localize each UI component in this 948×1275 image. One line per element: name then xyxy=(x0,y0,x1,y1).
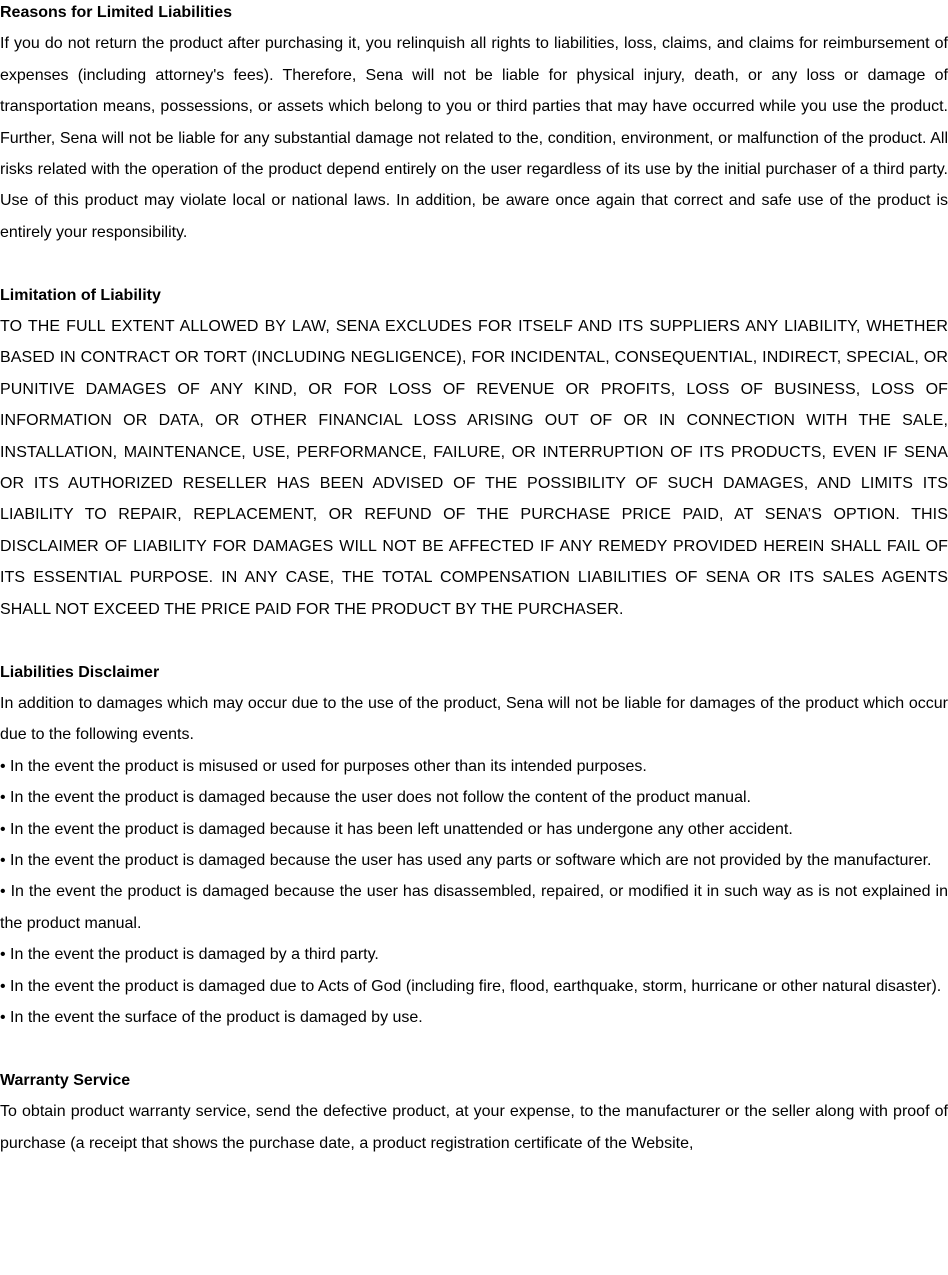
section-paragraph: If you do not return the product after purchasing it, you relinquish all rights to liabilities, loss, claims, and claims for reimbursement of expenses (including attorney's fees). Therefore, Sena will not be liable for physical injury, death, or any loss or damage of transportation means, possessions, or assets which belong to you or third parties that may have occurred while you use the product. Further, Sena will not be liable for any substantial damage not related to the, condition, environment, or malfunction of the product. All risks related with the operation of the product depend entirely on the user regardless of its use by the initial purchaser of a third party. Use of this product may violate local or national laws. In addition, be aware once again that correct and safe use of the product is entirely your responsibility. xyxy=(0,35,948,241)
list-item: • In the event the surface of the product is damaged by use. xyxy=(0,1002,948,1033)
section-reasons-for-limited-liabilities xyxy=(0,0,948,248)
section-paragraph: TO THE FULL EXTENT ALLOWED BY LAW, SENA EXCLUDES FOR ITSELF AND ITS SUPPLIERS ANY LIABILITY, WHETHER BASED IN CONTRACT OR TORT (INCLUDING NEGLIGENCE), FOR INCIDENTAL, CONSEQUENTIAL, INDIRECT, SPECIAL, OR PUNITIVE DAMAGES OF ANY KIND, OR FOR LOSS OF REVENUE OR PROFITS, LOSS OF BUSINESS, LOSS OF INFORMATION OR DATA, OR OTHER FINANCIAL LOSS ARISING OUT OF OR IN CONNECTION WITH THE SALE, INSTALLATION, MAINTENANCE, USE, PERFORMANCE, FAILURE, OR INTERRUPTION OF ITS PRODUCTS, EVEN IF SENA OR ITS AUTHORIZED RESELLER HAS BEEN ADVISED OF THE POSSIBILITY OF SUCH DAMAGES, AND LIMITS ITS LIABILITY TO REPAIR, REPLACEMENT, OR REFUND OF THE PURCHASE PRICE PAID, AT SENA’S OPTION. THIS DISCLAIMER OF LIABILITY FOR DAMAGES WILL NOT BE AFFECTED IF ANY REMEDY PROVIDED HEREIN SHALL FAIL OF ITS ESSENTIAL PURPOSE. IN ANY CASE, THE TOTAL COMPENSATION LIABILITIES OF SENA OR ITS SALES AGENTS SHALL NOT EXCEED THE PRICE PAID FOR THE PRODUCT BY THE PURCHASER. xyxy=(0,318,948,618)
section-paragraph: To obtain product warranty service, send the defective product, at your expense, to the manufacturer or the seller along with proof of purchase (a receipt that shows the purchase date, a product registration certificate of the Website, xyxy=(0,1103,948,1152)
list-item: • In the event the product is damaged because it has been left unattended or has undergone any other accident. xyxy=(0,814,948,845)
section-liabilities-disclaimer xyxy=(0,657,948,1034)
paragraph-spacer xyxy=(0,625,948,656)
list-item: • In the event the product is damaged because the user does not follow the content of the product manual. xyxy=(0,782,948,813)
section-paragraph: In addition to damages which may occur due to the use of the product, Sena will not be liable for damages of the product which occur due to the following events. xyxy=(0,694,948,744)
list-item: • In the event the product is damaged because the user has used any parts or software which are not provided by the manufacturer. xyxy=(0,845,948,876)
section-heading: Warranty Service xyxy=(0,1071,131,1089)
section-heading: Reasons for Limited Liabilities xyxy=(0,4,233,21)
paragraph-spacer xyxy=(0,1033,948,1064)
disclaimer-list xyxy=(0,751,948,1034)
list-item: • In the event the product is misused or used for purposes other than its intended purposes. xyxy=(0,751,948,782)
section-warranty-service xyxy=(0,1065,948,1159)
section-heading: Limitation of Liability xyxy=(0,286,161,304)
paragraph-spacer xyxy=(0,248,948,279)
list-item: • In the event the product is damaged because the user has disassembled, repaired, or modified it in such way as is not explained in the product manual. xyxy=(0,876,948,939)
section-limitation-of-liability xyxy=(0,280,948,625)
list-item: • In the event the product is damaged due to Acts of God (including fire, flood, earthquake, storm, hurricane or other natural disaster). xyxy=(0,971,948,1002)
list-item: • In the event the product is damaged by a third party. xyxy=(0,939,948,970)
section-heading: Liabilities Disclaimer xyxy=(0,663,160,681)
